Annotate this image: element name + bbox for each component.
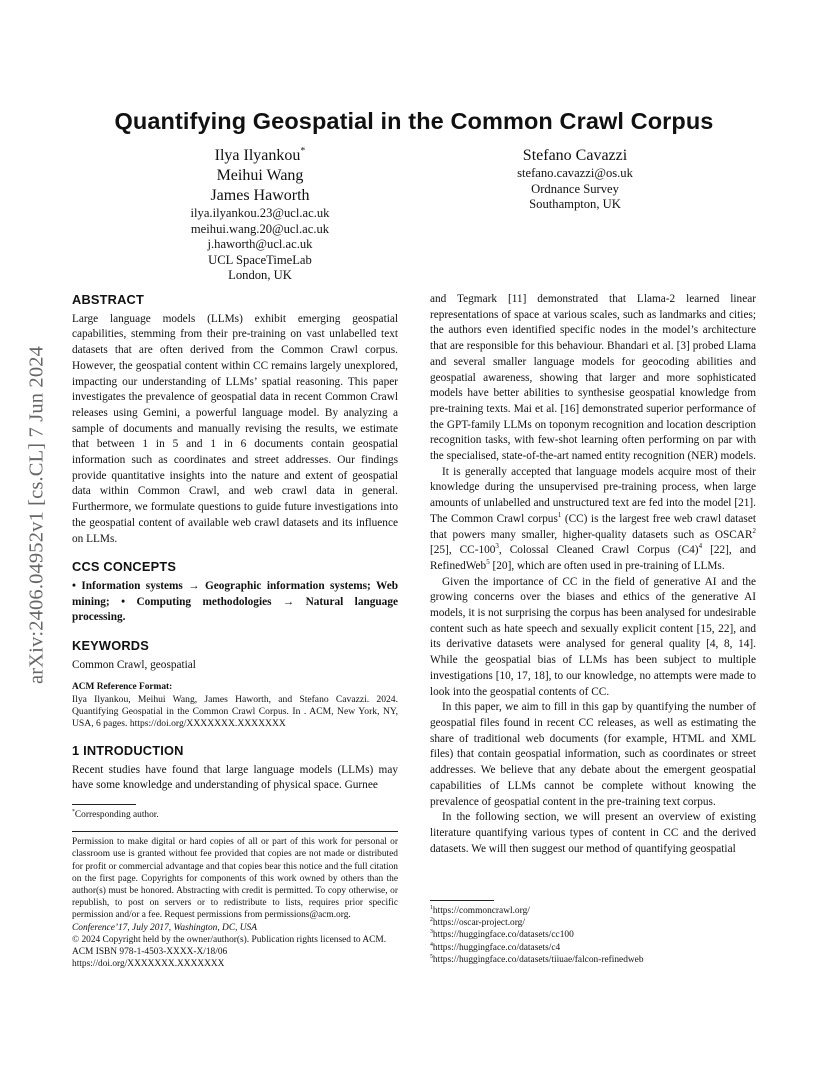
author-name: Stefano Cavazzi xyxy=(522,147,628,164)
doi-line: https://doi.org/XXXXXXX.XXXXXXX xyxy=(72,959,225,970)
author-email: j.haworth@ucl.ac.uk xyxy=(207,237,313,252)
author-affiliation: Ordnance Survey xyxy=(531,181,619,196)
footnote-rule xyxy=(72,804,136,805)
body-paragraph: and Tegmark [11] demonstrated that Llama-2 learned linear representations of space at various scales, such as landmarks and cities; the authors even identified specific nodes in the model’s architecture that are responsible for this behaviour. Bhandari et al. [3] probed Llama and several smaller language models for geocoding abilities and geospatial awareness, showing that larger and more sophisticated models have better abilities to synthesise geospatial knowledge from pre-training texts. Mai et al. [16] demonstrated superior performance of the GPT-family LLMs on toponym recognition and location description recognition tasks, with few-shot learning often performing on par with the specialised, state-of-the-art named entity recognition (NER) models. xyxy=(430,293,756,463)
ccs-heading: CCS CONCEPTS xyxy=(72,559,177,575)
author-email: meihui.wang.20@ucl.ac.uk xyxy=(190,221,330,236)
right-column xyxy=(430,292,756,857)
footnotes xyxy=(430,900,756,966)
footnote-item: $^4$https://huggingface.co/datasets/c4 xyxy=(430,941,561,953)
body-paragraph: In the following section, we will present an overview of existing literature quantifying various types of content in CC and the derived datasets. We will then suggest our method of quantifying geospatial xyxy=(430,811,756,855)
conference-info: Conference’17, July 2017, Washington, DC, USA xyxy=(72,922,257,933)
footnote-item: $^2$https://oscar-project.org/ xyxy=(430,917,525,929)
author-affiliation: UCL SpaceTimeLab xyxy=(208,252,312,267)
left-column xyxy=(72,292,398,970)
isbn-line: ACM ISBN 978-1-4503-XXXX-X/18/06 xyxy=(72,947,228,958)
author-name: James Haworth xyxy=(210,187,310,204)
abstract-heading: ABSTRACT xyxy=(72,292,144,307)
keywords-text: Common Crawl, geospatial xyxy=(72,658,196,671)
permission-text: Permission to make digital or hard copies of all or part of this work for personal or classroom use is granted without fee provided that copies are not made or distributed for profit or commercial advantage and that copies bear this notice and the full citation on the first page. Copyrights for components of this work owned by others than the author(s) must be honored. Abstracting with credit is permitted. To copy otherwise, or republish, to post on servers or to redistribute to lists, requires prior specific permission and/or a fee. Request permissions from permissions@acm.org. xyxy=(72,837,398,921)
arxiv-sidebar-stamp xyxy=(20,300,54,730)
author-location: London, UK xyxy=(228,268,292,283)
footnote-item: $^1$https://commoncrawl.org/ xyxy=(430,904,530,916)
author-location: Southampton, UK xyxy=(529,197,621,212)
author-name: Ilya Ilyankou* xyxy=(214,145,306,164)
ccs-concepts: • Information systems → Geographic information systems; Web mining; • Computing methodologies → Natural language processing. xyxy=(72,579,398,624)
acm-ref-heading: ACM Reference Format: xyxy=(72,682,173,693)
copyright-line: © 2024 Copyright held by the owner/author(s). Publication rights licensed to ACM. xyxy=(72,934,387,945)
corresponding-footnote: *Corresponding author. xyxy=(72,808,159,820)
author-block-os xyxy=(470,146,680,213)
body-paragraph: Given the importance of CC in the field of generative AI and the growing concerns over the biases and ethics of the generative AI models, it is not surprising the corpus has been analysed for undesirable content such as hate speech and sexually explicit content [15, 22], and its derivative datasets were analysed for general quality [4, 8, 14]. While the geospatial bias of LLMs has been subject to multiple investigations [10, 17, 18], to our knowledge, no attempts were made to look into the geospatial contents of CC. xyxy=(430,575,756,698)
corresponding-mark: * xyxy=(300,145,306,157)
acm-ref-text: Ilya Ilyankou, Meihui Wang, James Haworth, and Stefano Cavazzi. 2024. Quantifying Geospatial in the Common Crawl Corpus. In . ACM, New York, NY, USA, 6 pages. https://doi.org/XXXXXXX.XXXXXXX xyxy=(72,693,398,730)
author-block-ucl xyxy=(160,146,360,284)
body-paragraph: It is generally accepted that language models acquire most of their knowledge during the unsupervised pre-training process, when large amounts of unlabelled and unstructured text are fed into the model [21]. The Common Crawl corpus$^1$ (CC) is the largest free web crawl dataset that powers many smaller, higher-quality datasets such as OSCAR$^2$ [25], $CC-100^3$, Colossal Cleaned Crawl Corpus $(C4)^4$ [22], and RefinedWeb$^5$ [20], which are often used in pre-training of LLMs. xyxy=(430,465,757,572)
paper-title: Quantifying Geospatial in the Common Crawl Corpus xyxy=(114,108,714,134)
author-email: stefano.cavazzi@os.uk xyxy=(517,166,633,180)
footnote-item: $^3$https://huggingface.co/datasets/cc100 xyxy=(430,929,574,941)
footnote-item: $^5$https://huggingface.co/datasets/tiiuae/falcon-refinedweb xyxy=(430,953,644,965)
author-name: Meihui Wang xyxy=(216,167,304,184)
permission-rule xyxy=(72,831,398,832)
intro-paragraph: Recent studies have found that large language models (LLMs) may have some knowledge and understanding of physical space. Gurnee xyxy=(72,763,398,792)
abstract-text: Large language models (LLMs) exhibit emerging geospatial capabilities, stemming from their pre-training on vast unlabelled text datasets that are often derived from the Common Crawl corpus. However, the geospatial content within CC remains largely unexplored, impacting our understanding of LLMs’ spatial reasoning. This paper investigates the prevalence of geospatial data in recent Common Crawl releases using Gemini, a powerful language model. By analyzing a sample of documents and manually revising the results, we estimate that between 1 in 5 and 1 in 6 documents contain geospatial information such as coordinates and street addresses. Our findings provide quantitative insights into the nature and extent of geospatial data within Common Crawl, and web crawl data in general. Furthermore, we formulate questions to guide future investigations into the geospatial content of available web crawl datasets and its influence on LLMs. xyxy=(72,312,398,545)
body-paragraph: In this paper, we aim to fill in this gap by quantifying the number of geospatial files found in recent CC releases, as well as estimating the share of traditional web documents (for example, HTML and XML files) that contain geospatial information, such as coordinates or street addresses. We believe that any debate about the emergent geospatial capabilities of LLMs cannot be complete without knowing the prevalence of geospatial content in the pre-training text corpus. xyxy=(430,701,756,808)
footnote-rule xyxy=(430,900,494,901)
keywords-heading: KEYWORDS xyxy=(72,638,149,654)
author-email: ilya.ilyankou.23@ucl.ac.uk xyxy=(190,206,330,220)
arxiv-id: arXiv:2406.04952v1 [cs.CL] 7 Jun 2024 xyxy=(25,345,48,685)
intro-heading: 1 INTRODUCTION xyxy=(72,742,184,758)
